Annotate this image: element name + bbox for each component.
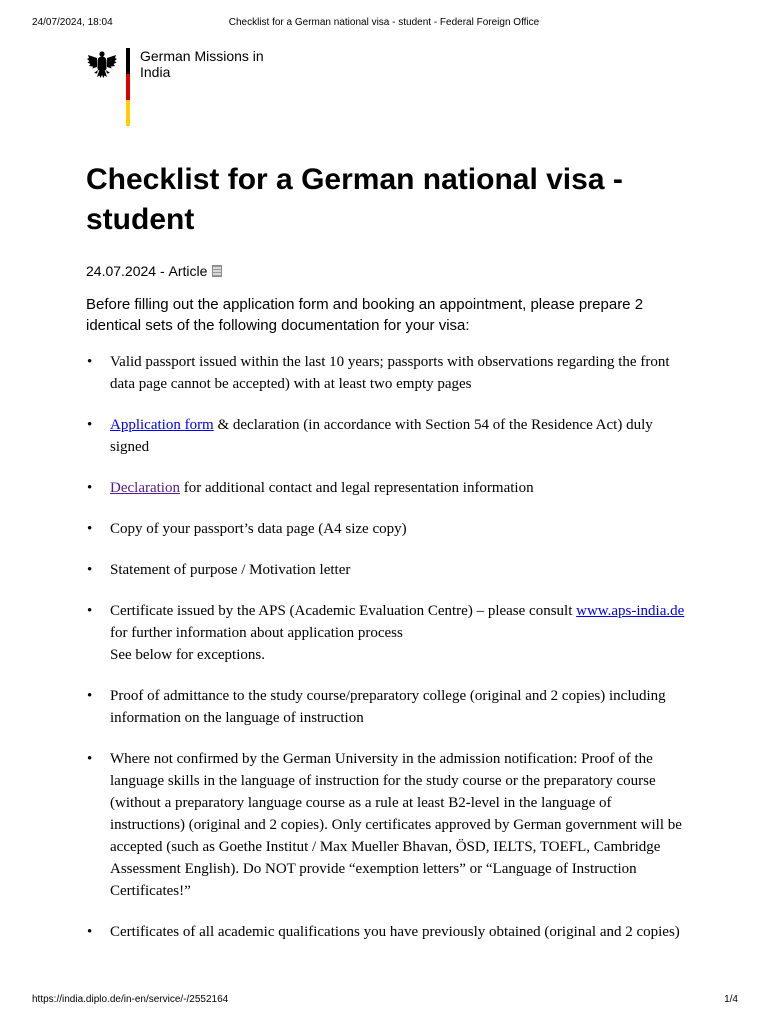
- list-item: [86, 748, 686, 902]
- list-item-text: Valid passport issued within the last 10 years; passports with observations regarding the front data page cannot be accepted) with at least two empty pages: [110, 354, 670, 392]
- print-footer: [32, 994, 738, 1008]
- article-date: 24.07.2024: [86, 263, 157, 279]
- page-number: 1/4: [724, 994, 738, 1005]
- list-item-text: for additional contact and legal representation information: [179, 480, 534, 496]
- list-item: [86, 921, 686, 943]
- print-url: https://india.diplo.de/in-en/service/-/2552164: [32, 994, 229, 1005]
- print-page-title: Checklist for a German national visa - student - Federal Foreign Office: [228, 17, 540, 28]
- flag-stripe-black: [126, 48, 130, 74]
- list-item: [86, 414, 686, 458]
- list-item-note: See below for exceptions.: [110, 647, 265, 663]
- aps-india-link[interactable]: www.aps-india.de: [576, 603, 685, 619]
- flag-bar: [126, 48, 130, 126]
- list-item: [86, 559, 686, 581]
- declaration-link[interactable]: Declaration: [110, 480, 180, 496]
- list-item-text: Proof of admittance to the study course/preparatory college (original and 2 copies) including information on the language of instruction: [110, 688, 666, 726]
- document-checklist: [86, 351, 686, 943]
- meta-separator: -: [156, 263, 169, 279]
- intro-paragraph: Before filling out the application form and booking an appointment, please prepare 2 identical sets of the following documentation for your visa:: [86, 296, 644, 334]
- list-item-text: Certificates of all academic qualifications you have previously obtained (original and 2 copies): [110, 924, 680, 940]
- print-datetime: 24/07/2024, 18:04: [32, 17, 113, 28]
- article-content: [86, 160, 706, 962]
- document-icon: [212, 265, 222, 277]
- article-type: Article: [168, 263, 208, 279]
- list-item-text: Certificate issued by the APS (Academic Evaluation Centre) – please consult: [110, 603, 577, 619]
- site-logo[interactable]: [86, 46, 346, 128]
- list-item-text: Statement of purpose / Motivation letter: [110, 562, 351, 578]
- list-item: [86, 685, 686, 729]
- list-item-text: for further information about application process: [110, 625, 403, 641]
- flag-stripe-red: [126, 74, 130, 100]
- list-item: [86, 351, 686, 395]
- list-item: [86, 518, 686, 540]
- page-title: Checklist for a German national visa - student: [86, 163, 623, 236]
- list-item: [86, 477, 686, 499]
- article-meta: [86, 262, 706, 280]
- list-item: [86, 600, 686, 666]
- list-item-text: Where not confirmed by the German University in the admission notification: Proof of the language skills in the language of instruction for the study course or the preparatory course (without a preparatory language course as a rule at least B2-level in the language of instructions) (original and 2 copies). Only certificates approved by German government will be accepted (such as Goethe Institut / Max Mueller Bhavan, ÖSD, IELTS, TOEFL, Cambridge Assessment English). Do NOT provide “exemption letters” or “Language of Instruction Certificates!”: [110, 751, 682, 899]
- federal-eagle-icon: [86, 48, 118, 80]
- application-form-link[interactable]: Application form: [110, 417, 214, 433]
- list-item-text: Copy of your passport’s data page (A4 size copy): [110, 521, 407, 537]
- print-header: [32, 17, 736, 31]
- list-item-text: & declaration (in accordance with Section 54 of the Residence Act) duly signed: [110, 417, 653, 455]
- flag-stripe-gold: [126, 100, 130, 126]
- site-name: German Missions in India: [140, 48, 264, 80]
